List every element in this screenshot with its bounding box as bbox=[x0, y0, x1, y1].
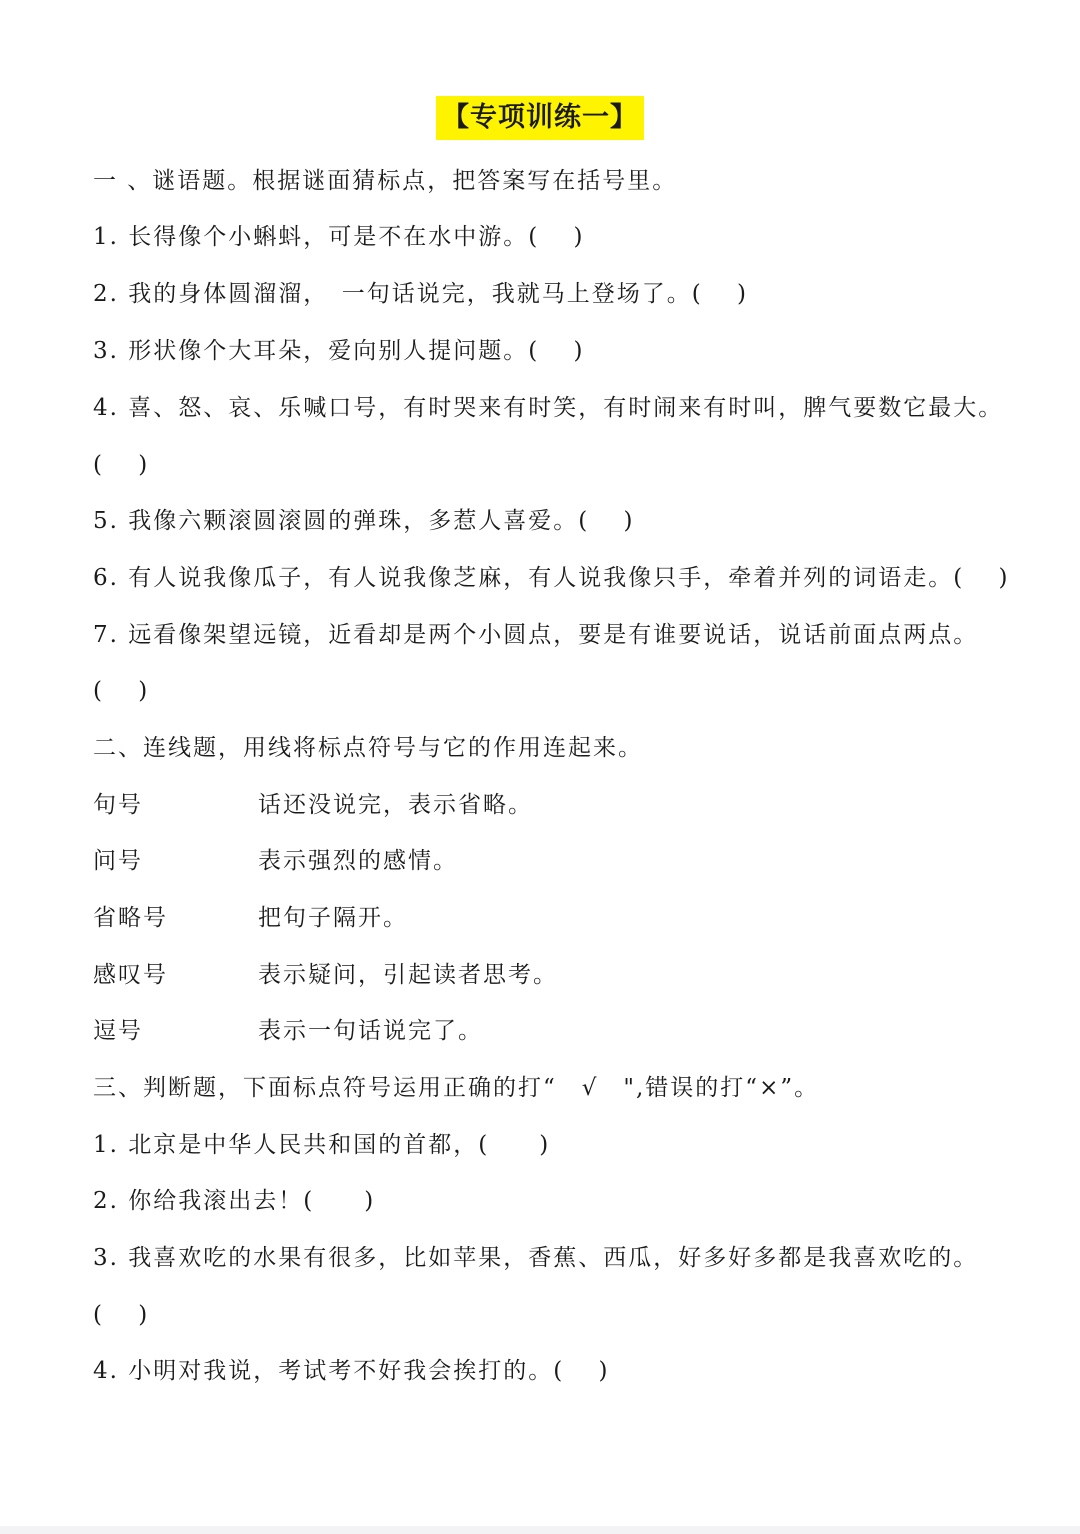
riddle-item: 6. 有人说我像瓜子，有人说我像芝麻，有人说我像只手，牵着并列的词语走。( ) bbox=[93, 565, 1010, 591]
judgement-answer-blank: ( ) bbox=[93, 1302, 150, 1328]
riddle-item: 4. 喜、怒、哀、乐喊口号，有时哭来有时笑，有时闹来有时叫，脾气要数它最大。 bbox=[93, 395, 1004, 421]
worksheet-title bbox=[0, 96, 1080, 140]
punctuation-name: 句号 bbox=[93, 792, 143, 818]
punctuation-name: 逗号 bbox=[93, 1018, 143, 1044]
punctuation-name: 省略号 bbox=[93, 905, 168, 931]
riddle-item: 5. 我像六颗滚圆滚圆的弹珠，多惹人喜爱。( ) bbox=[93, 508, 635, 534]
judgement-item: 2. 你给我滚出去！( ) bbox=[93, 1188, 376, 1214]
punctuation-function: 把句子隔开。 bbox=[258, 905, 408, 931]
riddle-item: 1. 长得像个小蝌蚪，可是不在水中游。( ) bbox=[93, 224, 585, 250]
riddle-answer-blank: ( ) bbox=[93, 678, 150, 704]
punctuation-function: 话还没说完，表示省略。 bbox=[258, 792, 533, 818]
riddle-item: 2. 我的身体圆溜溜， 一句话说完，我就马上登场了。( ) bbox=[93, 281, 749, 307]
punctuation-function: 表示一句话说完了。 bbox=[258, 1018, 483, 1044]
riddle-item: 3. 形状像个大耳朵，爱向别人提问题。( ) bbox=[93, 338, 585, 364]
riddle-item: 7. 远看像架望远镜，近看却是两个小圆点，要是有谁要说话，说话前面点两点。 bbox=[93, 622, 979, 648]
punctuation-function: 表示疑问，引起读者思考。 bbox=[258, 962, 558, 988]
punctuation-name: 问号 bbox=[93, 848, 143, 874]
page-bottom-edge bbox=[0, 1526, 1080, 1534]
judgement-item: 3. 我喜欢吃的水果有很多，比如苹果，香蕉、西瓜，好多好多都是我喜欢吃的。 bbox=[93, 1245, 979, 1271]
punctuation-name: 感叹号 bbox=[93, 962, 168, 988]
punctuation-function: 表示强烈的感情。 bbox=[258, 848, 458, 874]
judgement-item: 4. 小明对我说，考试考不好我会挨打的。( ) bbox=[93, 1358, 610, 1384]
section3-heading: 三、判断题，下面标点符号运用正确的打“ √ ",错误的打“×”。 bbox=[93, 1075, 820, 1101]
section2-heading: 二、连线题，用线将标点符号与它的作用连起来。 bbox=[93, 735, 643, 761]
judgement-item: 1. 北京是中华人民共和国的首都，( ) bbox=[93, 1132, 551, 1158]
riddle-answer-blank: ( ) bbox=[93, 452, 150, 478]
section1-heading: 一 、谜语题。根据谜面猜标点，把答案写在括号里。 bbox=[93, 168, 678, 194]
worksheet-title-text: 【专项训练一】 bbox=[436, 96, 644, 140]
